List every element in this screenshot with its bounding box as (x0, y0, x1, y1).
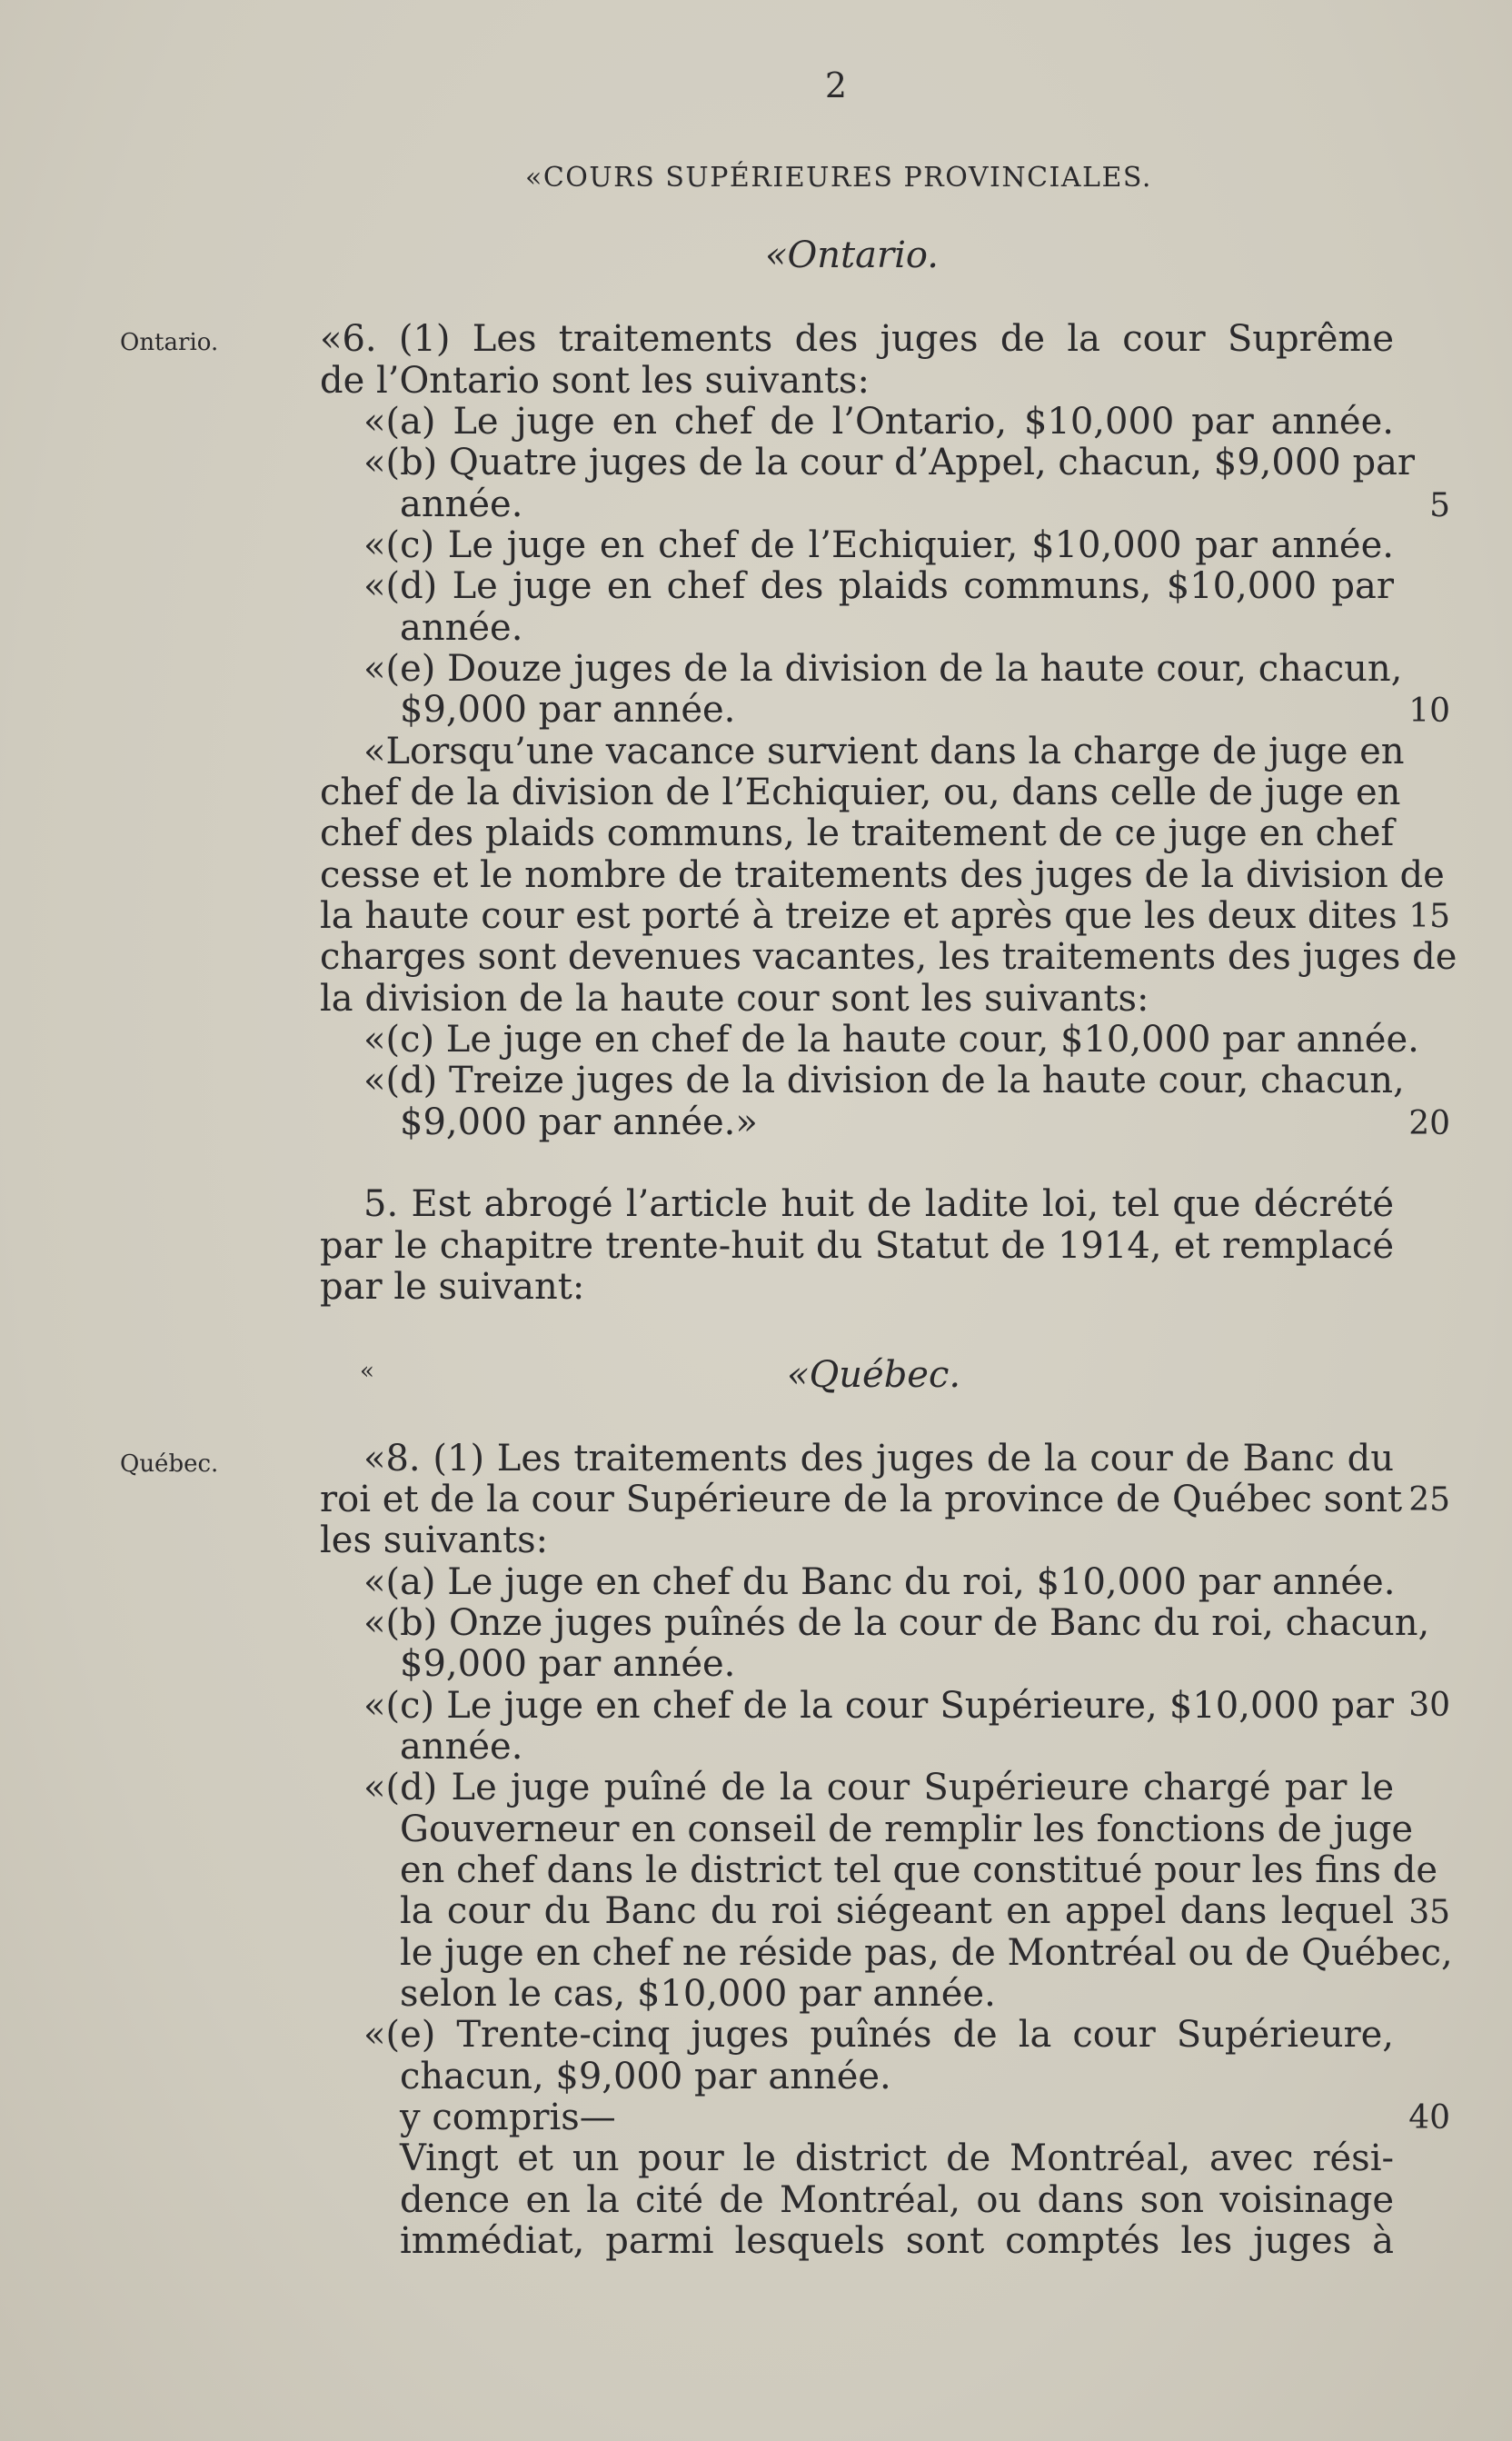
text-line: «Lorsqu’une vacance survient dans la charge de juge en (363, 731, 1405, 772)
line-number: 25 (1408, 1481, 1450, 1519)
text-line: roi et de la cour Supérieure de la province de Québec sont (320, 1479, 1403, 1520)
text-line: «(c) Le juge en chef de l’Echiquier, $10,000 par année. (363, 524, 1394, 566)
ontario-heading: «Ontario. (765, 234, 939, 276)
page-number: 2 (824, 65, 848, 105)
text-line: de l’Ontario sont les suivants: (320, 360, 870, 402)
text-line: par le suivant: (320, 1266, 585, 1308)
text-line: année. (400, 483, 523, 525)
line-number: 20 (1408, 1105, 1450, 1142)
text-line: 5. Est abrogé l’article huit de ladite loi, tel que décrété (363, 1183, 1394, 1225)
text-line: chef des plaids communs, le traitement de ce juge en chef (320, 812, 1395, 854)
text-line: dence en la cité de Montréal, ou dans son voisinage (400, 2179, 1394, 2221)
line-number: 5 (1429, 487, 1450, 524)
text-line: chef de la division de l’Echiquier, ou, dans celle de juge en (320, 772, 1401, 813)
line-number: 30 (1408, 1687, 1450, 1724)
text-line: $9,000 par année. (400, 689, 736, 731)
text-line: la haute cour est porté à treize et après que les deux dites (320, 895, 1398, 937)
text-line: «(a) Le juge en chef de l’Ontario, $10,000 par année. (363, 401, 1394, 443)
text-line: «6. (1) Les traitements des juges de la cour Suprême (320, 318, 1394, 360)
text-line: Vingt et un pour le district de Montréal, avec rési- (400, 2137, 1394, 2179)
text-line: les suivants: (320, 1519, 549, 1561)
text-line: «(c) Le juge en chef de la cour Supérieure, $10,000 par (363, 1685, 1394, 1727)
text-line: «(a) Le juge en chef du Banc du roi, $10,000 par année. (363, 1561, 1396, 1603)
line-number: 35 (1408, 1894, 1450, 1931)
text-line: la cour du Banc du roi siégeant en appel dans lequel (400, 1890, 1394, 1932)
text-line: immédiat, parmi lesquels sont comptés les juges à (400, 2220, 1394, 2262)
line-number: 40 (1408, 2099, 1450, 2137)
text-line: «(c) Le juge en chef de la haute cour, $10,000 par année. (363, 1019, 1419, 1061)
text-line: le juge en chef ne réside pas, de Montréal ou de Québec, (400, 1932, 1453, 1974)
text-line: «(d) Treize juges de la division de la haute cour, chacun, (363, 1060, 1405, 1101)
text-line: «8. (1) Les traitements des juges de la cour de Banc du (363, 1438, 1394, 1480)
text-line: «(b) Onze juges puînés de la cour de Banc du roi, chacun, (363, 1602, 1430, 1644)
quebec-heading: «Québec. (787, 1354, 961, 1396)
text-line: «(e) Douze juges de la division de la haute cour, chacun, (363, 648, 1403, 690)
text-line: cesse et le nombre de traitements des juges de la division de (320, 854, 1445, 896)
text-line: «(e) Trente-cinq juges puînés de la cour Supérieure, (363, 2014, 1394, 2056)
text-line: y compris— (400, 2097, 616, 2138)
line-number: 10 (1408, 692, 1450, 730)
text-line: la division de la haute cour sont les suivants: (320, 978, 1149, 1020)
stray-mark: « (360, 1358, 374, 1385)
text-line: chacun, $9,000 par année. (400, 2056, 891, 2097)
section-heading: «COURS SUPÉRIEURES PROVINCIALES. (525, 162, 1152, 194)
text-line: $9,000 par année. (400, 1643, 736, 1685)
margin-note-ontario: Ontario. (120, 329, 219, 356)
text-line: selon le cas, $10,000 par année. (400, 1973, 996, 2015)
text-line: par le chapitre trente-huit du Statut de 1914, et remplacé (320, 1225, 1394, 1267)
text-line: année. (400, 1726, 523, 1768)
line-number: 15 (1408, 898, 1450, 935)
text-line: «(b) Quatre juges de la cour d’Appel, chacun, $9,000 par (363, 442, 1416, 483)
margin-note-quebec: Québec. (120, 1450, 219, 1478)
text-line: charges sont devenues vacantes, les traitements des juges de (320, 936, 1457, 978)
text-line: année. (400, 607, 523, 649)
text-line: $9,000 par année.» (400, 1101, 758, 1143)
text-line: en chef dans le district tel que constitué pour les fins de (400, 1849, 1438, 1891)
text-line: «(d) Le juge en chef des plaids communs, $10,000 par (363, 565, 1394, 607)
text-line: «(d) Le juge puîné de la cour Supérieure chargé par le (363, 1767, 1394, 1808)
text-line: Gouverneur en conseil de remplir les fonctions de juge (400, 1808, 1413, 1850)
